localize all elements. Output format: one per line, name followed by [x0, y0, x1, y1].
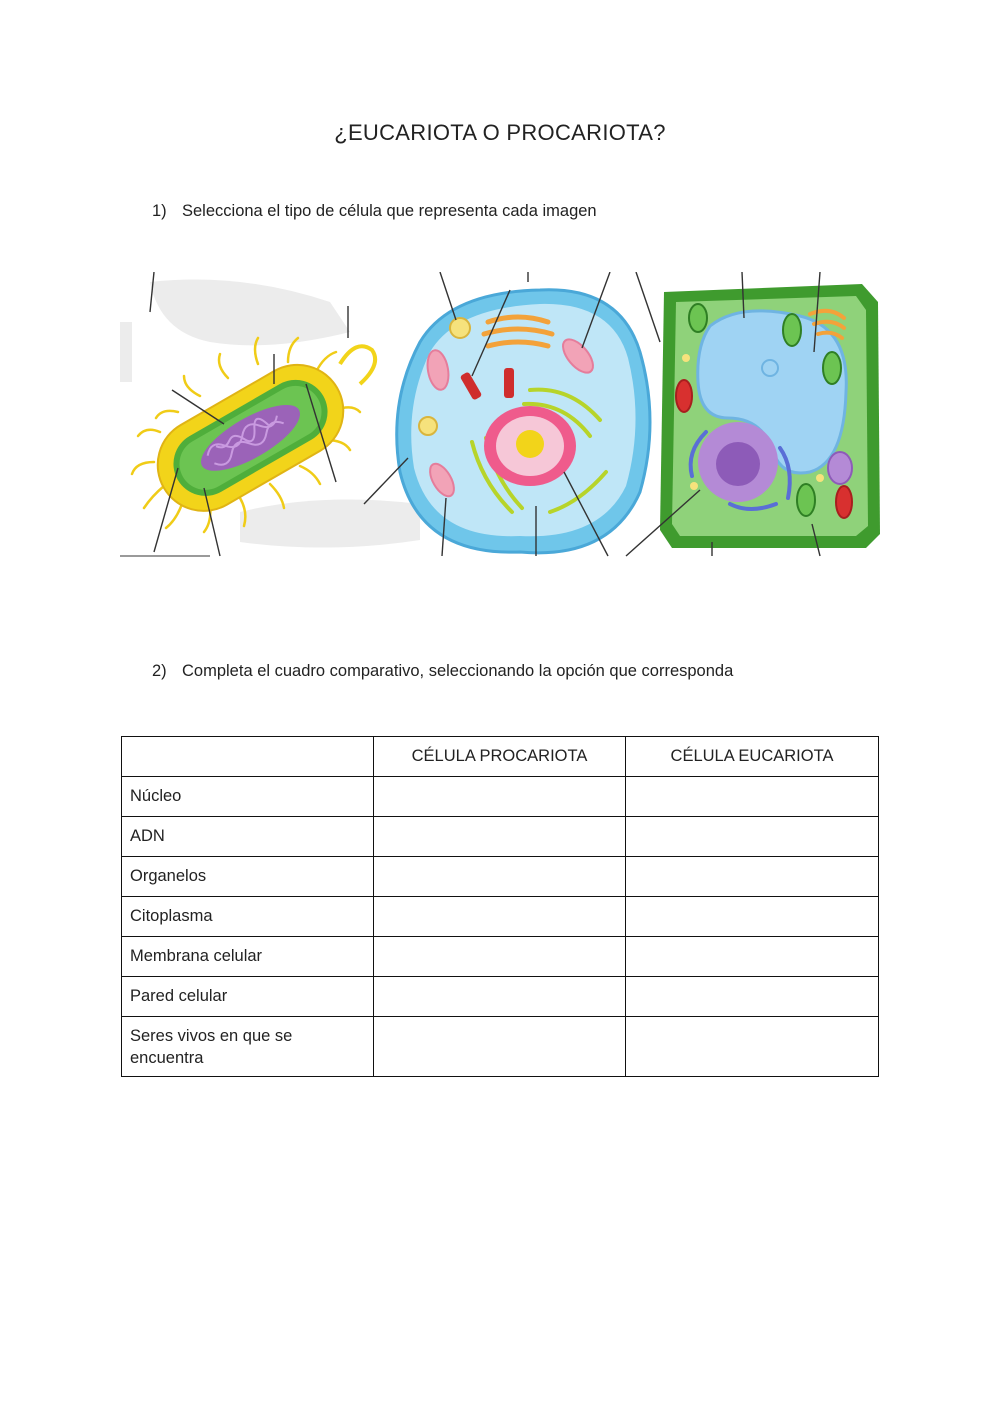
header-empty [122, 737, 374, 777]
comparison-table [121, 736, 879, 1077]
page-title: ¿EUCARIOTA O PROCARIOTA? [334, 120, 666, 145]
header-eucariota: CÉLULA EUCARIOTA [626, 737, 879, 777]
answer-cell-procariota[interactable] [374, 897, 626, 937]
row-label-citoplasma: Citoplasma [122, 897, 374, 937]
answer-cell-procariota[interactable] [374, 1017, 626, 1077]
answer-cell-eucariota[interactable] [626, 937, 879, 977]
row-label-pared: Pared celular [122, 977, 374, 1017]
answer-cell-procariota[interactable] [374, 977, 626, 1017]
answer-cell-eucariota[interactable] [626, 857, 879, 897]
answer-cell-procariota[interactable] [374, 937, 626, 977]
question-2-text: Completa el cuadro comparativo, seleccionando la opción que corresponda [182, 662, 734, 680]
row-label-nucleo: Núcleo [122, 777, 374, 817]
question-2 [152, 662, 733, 681]
table-row [122, 857, 879, 897]
table-row [122, 977, 879, 1017]
answer-cell-eucariota[interactable] [626, 897, 879, 937]
table-row [122, 937, 879, 977]
row-label-seres-vivos: Seres vivos en que se encuentra [122, 1017, 374, 1077]
answer-cell-procariota[interactable] [374, 817, 626, 857]
cell-images [120, 272, 882, 560]
table-header-row [122, 737, 879, 777]
table-row [122, 897, 879, 937]
question-1-number: 1) [152, 202, 167, 220]
row-label-organelos: Organelos [122, 857, 374, 897]
table-row [122, 1017, 879, 1077]
answer-cell-procariota[interactable] [374, 777, 626, 817]
row-label-adn: ADN [122, 817, 374, 857]
header-procariota: CÉLULA PROCARIOTA [374, 737, 626, 777]
question-1 [152, 202, 597, 221]
row-label-membrana: Membrana celular [122, 937, 374, 977]
table-row [122, 817, 879, 857]
answer-cell-procariota[interactable] [374, 857, 626, 897]
answer-cell-eucariota[interactable] [626, 977, 879, 1017]
answer-cell-eucariota[interactable] [626, 1017, 879, 1077]
answer-cell-eucariota[interactable] [626, 817, 879, 857]
plant-cell-icon[interactable] [626, 272, 880, 556]
question-1-text: Selecciona el tipo de célula que representa cada imagen [182, 202, 597, 220]
table-row [122, 777, 879, 817]
question-2-number: 2) [152, 662, 167, 680]
answer-cell-eucariota[interactable] [626, 777, 879, 817]
